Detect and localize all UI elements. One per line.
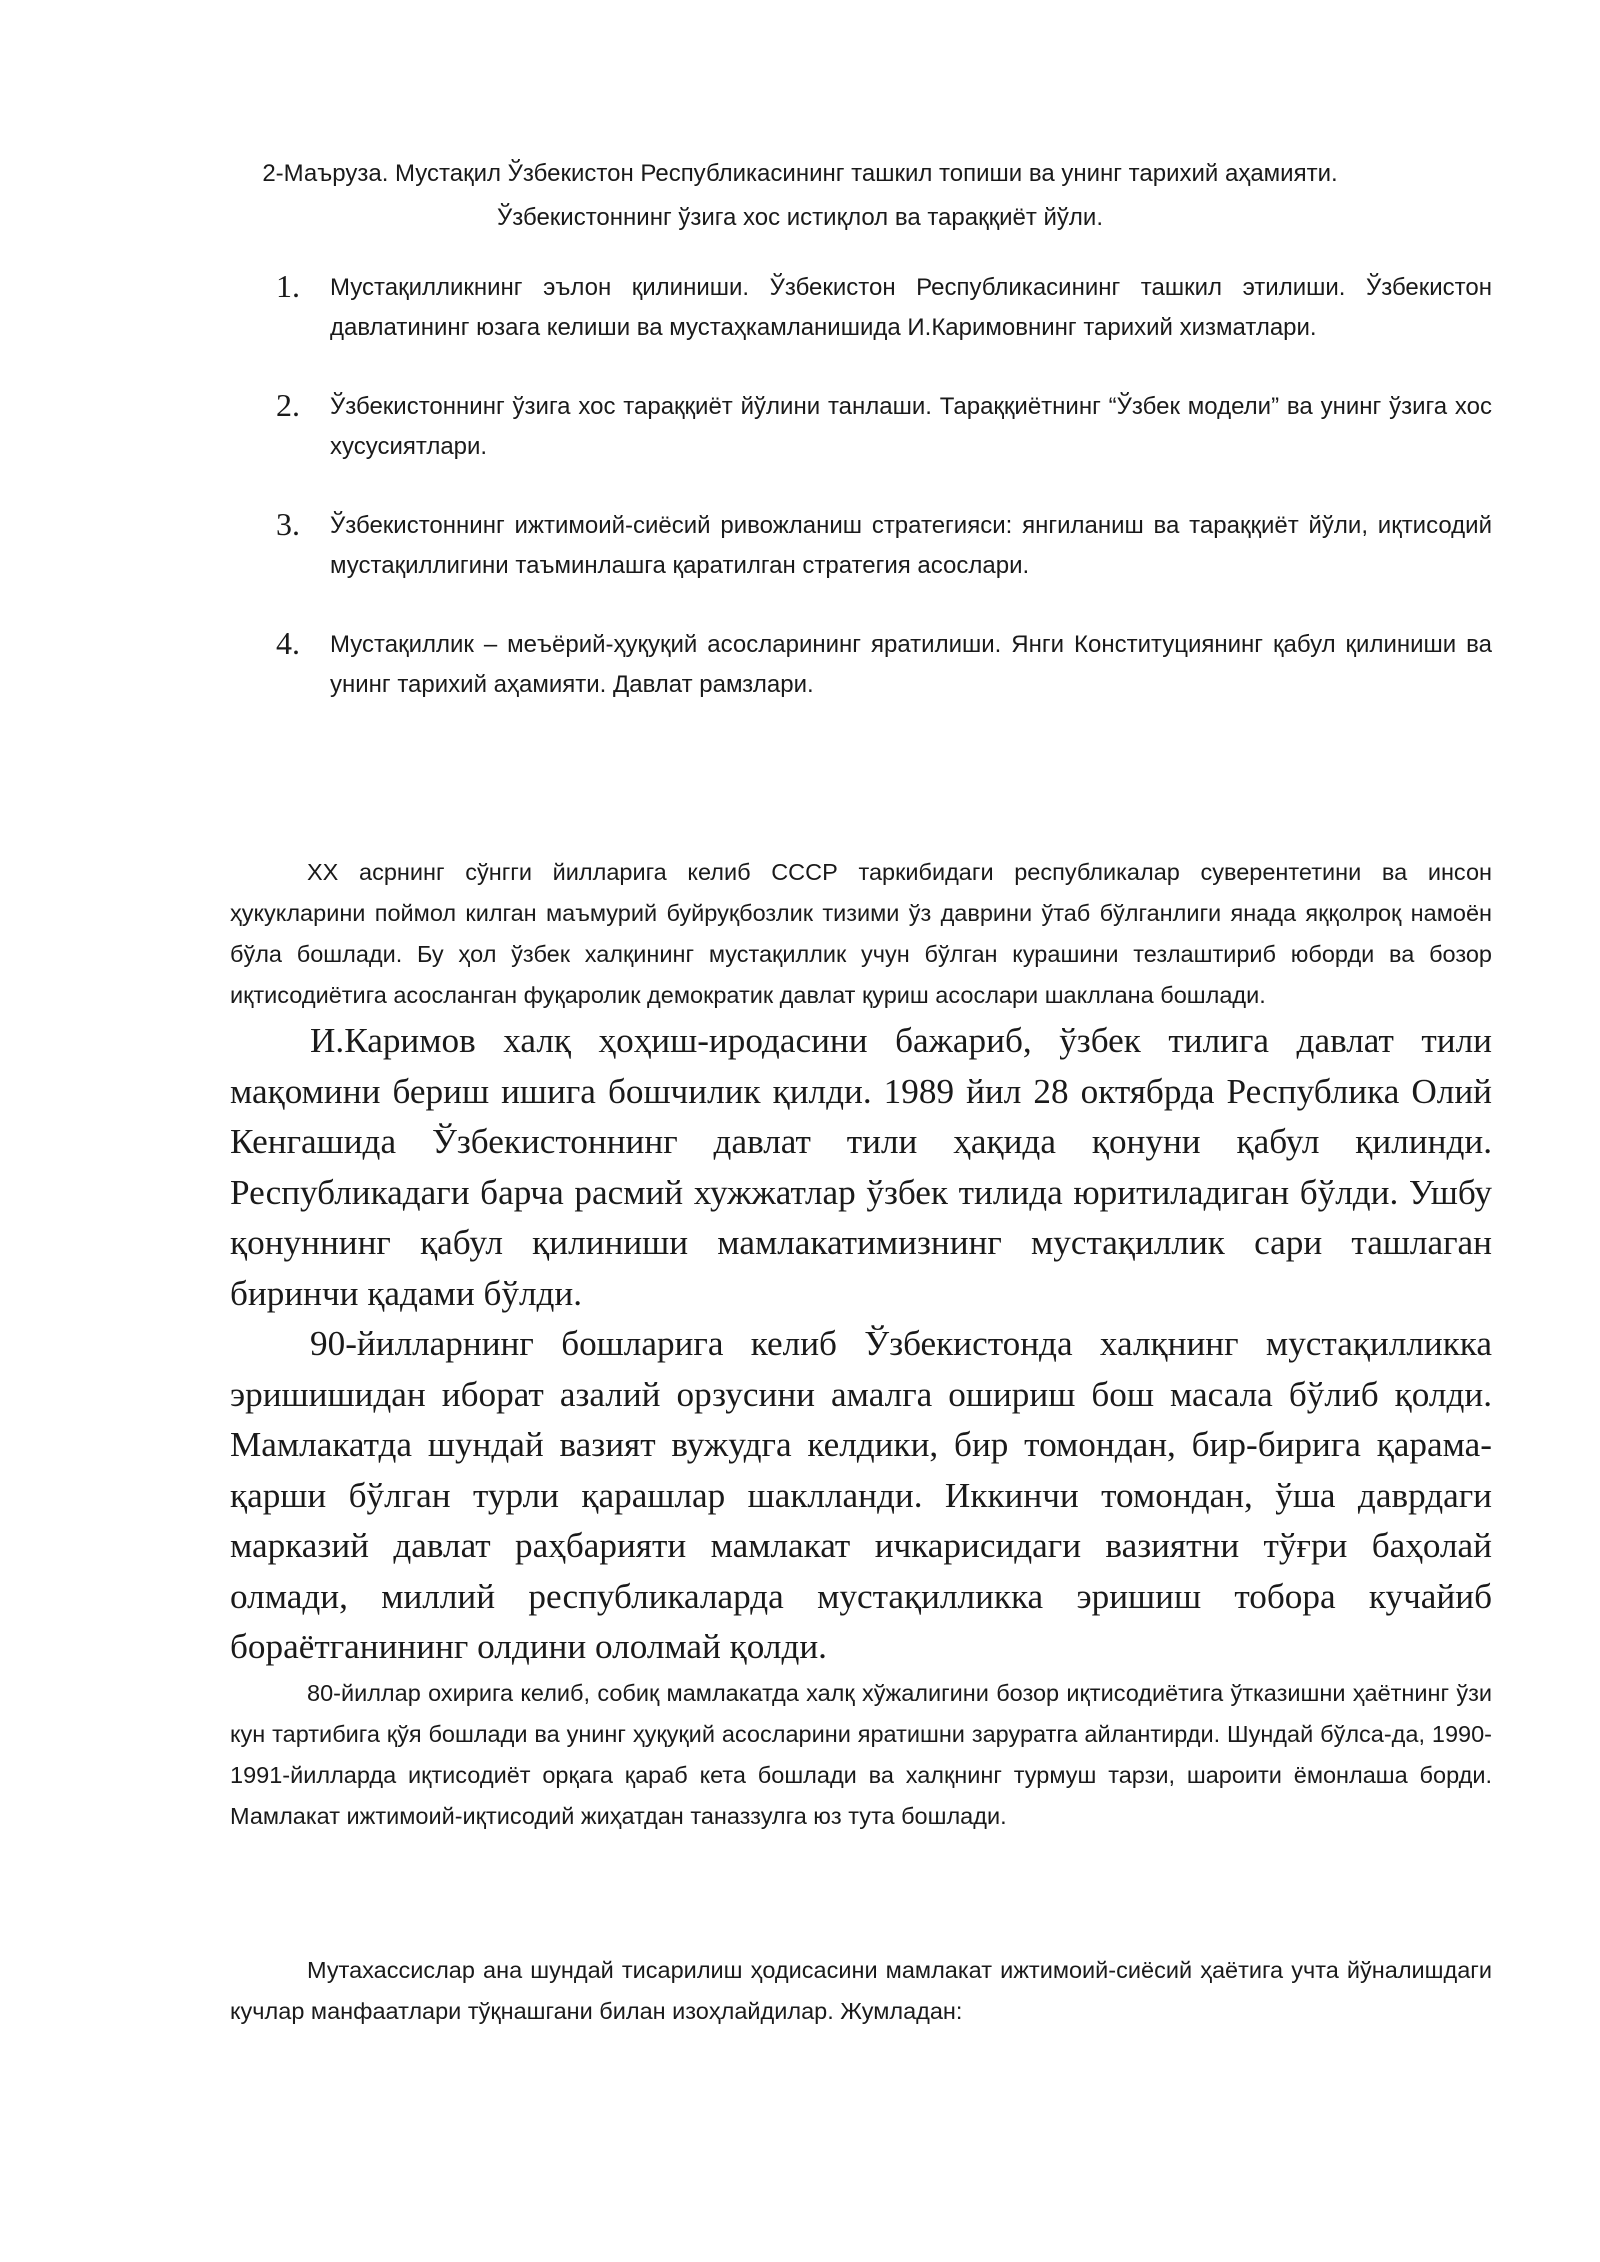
lecture-title-line-2: Ўзбекистоннинг ўзига хос истиқлол ва тараққиёт йўли. <box>497 204 1103 231</box>
paragraph-market-economy: 80-йиллар охирига келиб, собиқ мамлакатда халқ хўжалигини бозор иқтисодиётига ўтказишни ҳаётнинг ўзи кун тартибига қўя бошлади ва унинг ҳуқуқий асосларини яратишни заруратга айлантирди. Шундай бўлса-да, 1990-1991-йилларда иқтисодиёт орқага қараб кета бошлади ва халқнинг турмуш тарзи, шароити ёмонлаша борди. Мамлакат ижтимоий-иқтисодий жиҳатдан таназзулга юз тута бошлади. <box>230 1679 1492 1829</box>
plan-item-2 <box>270 387 1492 467</box>
body-section-2 <box>230 1950 1492 2032</box>
plan-item-text: Ўзбекистоннинг ўзига хос тараққиёт йўлини танлаши. Тараққиётнинг “Ўзбек модели” ва унинг ўзига хос хусусиятлари. <box>330 393 1492 460</box>
lecture-title-line-1: 2-Маъруза. Мустақил Ўзбекистон Республикасининг ташкил топиши ва унинг тарихий аҳамияти. <box>262 160 1338 187</box>
plan-item-3 <box>270 506 1492 586</box>
plan-item-number: 1. <box>276 268 300 304</box>
plan-item-number: 4. <box>276 625 300 661</box>
plan-item-1 <box>270 268 1492 348</box>
plan-item-text: Мустақилликнинг эълон қилиниши. Ўзбекистон Республикасининг ташкил этилиши. Ўзбекистон давлатининг юзага келиши ва мустаҳкамланишида И.Каримовнинг тарихий хизматлари. <box>330 274 1492 341</box>
plan-item-number: 2. <box>276 387 300 423</box>
plan-item-text: Мустақиллик – меъёрий-ҳуқуқий асосларининг яратилиши. Янги Конституциянинг қабул қилиниши ва унинг тарихий аҳамияти. Давлат рамзлари. <box>330 631 1492 698</box>
paragraph-specialists: Мутахассислар ана шундай тисарилиш ҳодисасини мамлакат ижтимоий-сиёсий ҳаётига учта йўналишдаги кучлар манфаатлари тўқнашгани билан изоҳлайдилар. Жумладан: <box>230 1957 1492 2024</box>
paragraph-independence-goal: 90-йилларнинг бошларига келиб Ўзбекистонда халқнинг мустақилликка эришишидан иборат азалий орзусини амалга ошириш бош масала бўлиб қолди. Мамлакатда шундай вазият вужудга келдики, бир томондан, бир-бирига қарама-қарши бўлган турли қарашлар шаклланди. Иккинчи томондан, ўша даврдаги марказий давлат раҳбарияти мамлакат ичкарисидаги вазиятни тўғри баҳолай олмади, миллий республикаларда мустақилликка эришиш тобора кучайиб бораётганининг олдини ололмай қолди. <box>230 1324 1492 1666</box>
body-section-1 <box>230 852 1492 1837</box>
lecture-title <box>230 152 1370 240</box>
plan-item-number: 3. <box>276 506 300 542</box>
paragraph-soviet-era: XX асрнинг сўнгги йилларига келиб СССР таркибидаги республикалар суверентетини ва инсон ҳукукларини поймол килган маъмурий буйруқбозлик тизими ўз даврини ўтаб бўлганлиги янада яққолроқ намоён бўла бошлади. Бу ҳол ўзбек халқининг мустақиллик учун бўлган курашини тезлаштириб юборди ва бозор иқтисодиётига асосланган фуқаролик демократик давлат қуриш асослари шакллана бошлади. <box>230 859 1492 1008</box>
paragraph-state-language: И.Каримов халқ ҳоҳиш-иродасини бажариб, ўзбек тилига давлат тили мақомини бериш ишига бошчилик қилди. 1989 йил 28 октябрда Республика Олий Кенгашида Ўзбекистоннинг давлат тили ҳақида қонуни қабул қилинди. Республикадаги барча расмий хужжатлар ўзбек тилида юритиладиган бўлди. Ушбу қонуннинг қабул қилиниши мамлакатимизнинг мустақиллик сари ташлаган биринчи қадами бўлди. <box>230 1021 1492 1313</box>
lecture-plan-list <box>270 268 1492 744</box>
plan-item-text: Ўзбекистоннинг ижтимоий-сиёсий ривожланиш стратегияси: янгиланиш ва тараққиёт йўли, иқтисодий мустақиллигини таъминлашга қаратилган стратегия асослари. <box>330 512 1492 579</box>
plan-item-4 <box>270 625 1492 705</box>
